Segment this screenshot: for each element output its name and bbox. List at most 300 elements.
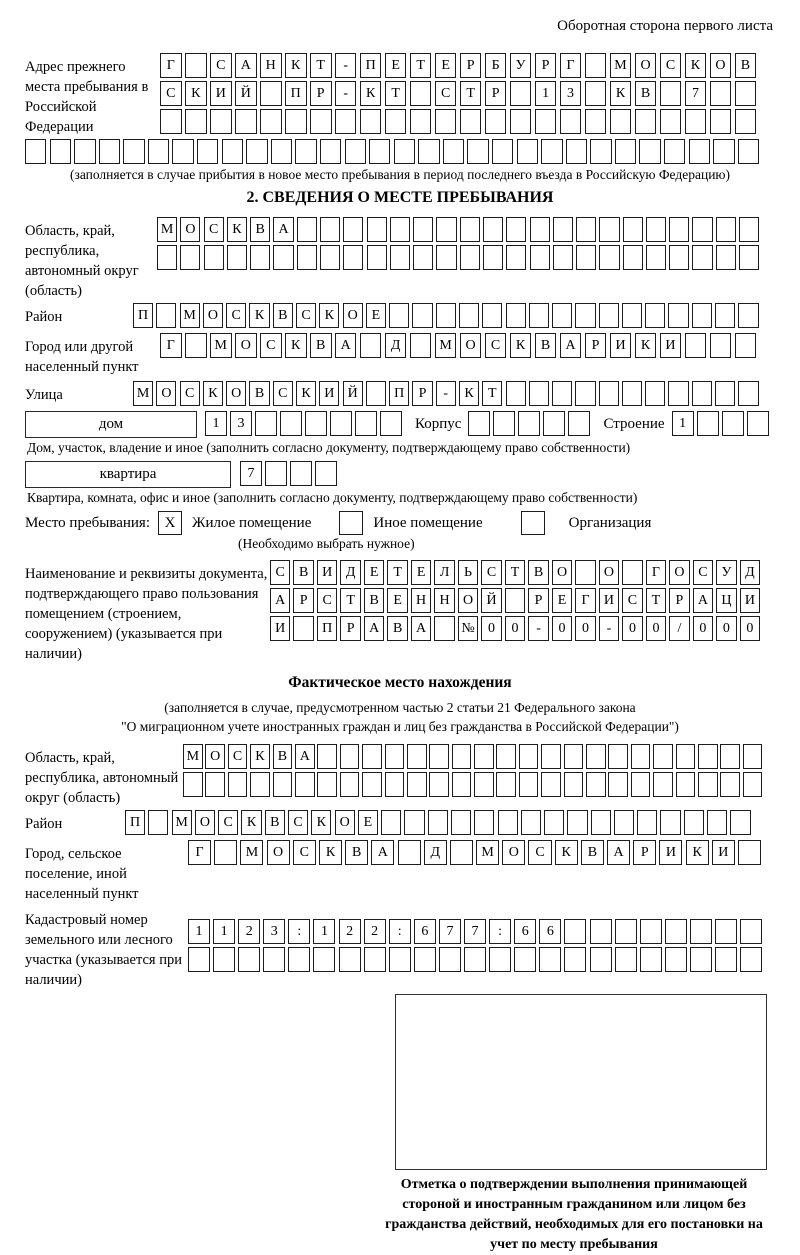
char-cell[interactable] (271, 139, 292, 164)
char-cell[interactable] (214, 840, 237, 865)
char-cell[interactable]: Д (424, 840, 447, 865)
char-cell[interactable] (180, 245, 200, 270)
char-cell[interactable] (715, 303, 735, 328)
char-cell[interactable] (496, 772, 516, 797)
apartment-type-box[interactable]: квартира (25, 461, 231, 488)
char-cell[interactable] (530, 217, 550, 242)
char-cell[interactable]: Р (669, 588, 689, 613)
char-cell[interactable] (335, 109, 357, 134)
char-cell[interactable]: 0 (740, 616, 760, 641)
char-cell[interactable]: 7 (464, 919, 486, 944)
char-cell[interactable] (185, 333, 207, 358)
char-cell[interactable] (380, 411, 402, 436)
char-cell[interactable]: С (288, 810, 308, 835)
char-cell[interactable] (204, 245, 224, 270)
char-cell[interactable] (716, 245, 736, 270)
char-cell[interactable]: Т (460, 81, 482, 106)
char-cell[interactable] (123, 139, 144, 164)
char-cell[interactable] (575, 381, 595, 406)
char-cell[interactable]: М (172, 810, 192, 835)
char-cell[interactable] (414, 947, 436, 972)
char-cell[interactable] (238, 947, 260, 972)
char-cell[interactable] (715, 381, 735, 406)
checkbox-residential[interactable]: X (158, 511, 182, 535)
char-cell[interactable] (210, 109, 232, 134)
char-cell[interactable] (339, 947, 361, 972)
char-cell[interactable]: 0 (552, 616, 572, 641)
char-cell[interactable] (738, 139, 759, 164)
char-cell[interactable]: Р (535, 53, 557, 78)
char-cell[interactable]: С (180, 381, 200, 406)
char-cell[interactable] (428, 810, 448, 835)
char-cell[interactable]: К (686, 840, 709, 865)
char-cell[interactable]: М (210, 333, 232, 358)
char-cell[interactable] (460, 245, 480, 270)
char-cell[interactable] (313, 947, 335, 972)
char-cell[interactable]: О (335, 810, 355, 835)
char-cell[interactable] (735, 333, 757, 358)
char-cell[interactable] (436, 217, 456, 242)
char-cell[interactable] (591, 810, 611, 835)
char-cell[interactable] (739, 217, 759, 242)
char-cell[interactable] (730, 810, 750, 835)
char-cell[interactable] (505, 588, 525, 613)
char-cell[interactable] (646, 245, 666, 270)
char-cell[interactable] (468, 411, 490, 436)
char-cell[interactable] (564, 744, 584, 769)
char-cell[interactable]: К (185, 81, 207, 106)
char-cell[interactable] (429, 772, 449, 797)
char-cell[interactable] (355, 411, 377, 436)
char-cell[interactable] (222, 139, 243, 164)
char-cell[interactable] (483, 245, 503, 270)
char-cell[interactable] (689, 139, 710, 164)
char-cell[interactable] (622, 560, 642, 585)
char-cell[interactable]: О (502, 840, 525, 865)
char-cell[interactable]: Г (575, 588, 595, 613)
char-cell[interactable]: 6 (514, 919, 536, 944)
char-cell[interactable] (340, 772, 360, 797)
char-cell[interactable]: 1 (188, 919, 210, 944)
char-cell[interactable] (496, 744, 516, 769)
char-cell[interactable] (364, 947, 386, 972)
char-cell[interactable]: В (735, 53, 757, 78)
char-cell[interactable] (517, 139, 538, 164)
char-cell[interactable]: М (476, 840, 499, 865)
char-cell[interactable] (235, 109, 257, 134)
char-cell[interactable] (622, 381, 642, 406)
char-cell[interactable]: К (319, 303, 339, 328)
char-cell[interactable] (668, 303, 688, 328)
char-cell[interactable] (735, 109, 757, 134)
char-cell[interactable] (669, 217, 689, 242)
char-cell[interactable]: О (203, 303, 223, 328)
char-cell[interactable]: : (288, 919, 310, 944)
char-cell[interactable]: О (552, 560, 572, 585)
char-cell[interactable] (250, 772, 270, 797)
char-cell[interactable] (539, 947, 561, 972)
char-cell[interactable]: Ц (716, 588, 736, 613)
char-cell[interactable]: С (435, 81, 457, 106)
char-cell[interactable]: И (599, 588, 619, 613)
char-cell[interactable] (483, 217, 503, 242)
char-cell[interactable]: Р (412, 381, 432, 406)
char-cell[interactable] (310, 109, 332, 134)
char-cell[interactable] (413, 245, 433, 270)
char-cell[interactable]: И (270, 616, 290, 641)
char-cell[interactable]: С (296, 303, 316, 328)
char-cell[interactable] (429, 744, 449, 769)
char-cell[interactable] (340, 744, 360, 769)
char-cell[interactable]: А (335, 333, 357, 358)
char-cell[interactable] (295, 139, 316, 164)
char-cell[interactable] (435, 109, 457, 134)
char-cell[interactable] (185, 109, 207, 134)
char-cell[interactable] (740, 919, 762, 944)
char-cell[interactable] (541, 139, 562, 164)
char-cell[interactable]: 0 (693, 616, 713, 641)
char-cell[interactable] (564, 947, 586, 972)
char-cell[interactable]: Т (410, 53, 432, 78)
char-cell[interactable]: Д (740, 560, 760, 585)
char-cell[interactable] (160, 109, 182, 134)
char-cell[interactable] (156, 303, 176, 328)
char-cell[interactable]: А (411, 616, 431, 641)
char-cell[interactable]: С (204, 217, 224, 242)
char-cell[interactable] (599, 217, 619, 242)
char-cell[interactable] (443, 139, 464, 164)
char-cell[interactable] (576, 217, 596, 242)
char-cell[interactable]: : (389, 919, 411, 944)
char-cell[interactable]: К (685, 53, 707, 78)
char-cell[interactable]: И (317, 560, 337, 585)
char-cell[interactable] (631, 772, 651, 797)
char-cell[interactable] (489, 947, 511, 972)
char-cell[interactable] (653, 772, 673, 797)
char-cell[interactable]: И (319, 381, 339, 406)
char-cell[interactable] (692, 217, 712, 242)
char-cell[interactable]: С (228, 744, 248, 769)
char-cell[interactable] (413, 217, 433, 242)
char-cell[interactable] (740, 947, 762, 972)
char-cell[interactable] (521, 810, 541, 835)
char-cell[interactable] (747, 411, 769, 436)
char-cell[interactable] (360, 333, 382, 358)
char-cell[interactable]: П (285, 81, 307, 106)
char-cell[interactable] (459, 303, 479, 328)
char-cell[interactable] (529, 381, 549, 406)
char-cell[interactable]: Г (160, 333, 182, 358)
char-cell[interactable]: Г (560, 53, 582, 78)
char-cell[interactable] (317, 772, 337, 797)
char-cell[interactable] (273, 245, 293, 270)
char-cell[interactable]: Р (460, 53, 482, 78)
char-cell[interactable]: 1 (672, 411, 694, 436)
char-cell[interactable]: 1 (313, 919, 335, 944)
char-cell[interactable] (148, 139, 169, 164)
char-cell[interactable]: С (260, 333, 282, 358)
char-cell[interactable]: К (241, 810, 261, 835)
char-cell[interactable]: 0 (646, 616, 666, 641)
char-cell[interactable] (639, 139, 660, 164)
char-cell[interactable]: К (296, 381, 316, 406)
char-cell[interactable]: 3 (230, 411, 252, 436)
char-cell[interactable]: 0 (716, 616, 736, 641)
char-cell[interactable]: С (481, 560, 501, 585)
char-cell[interactable]: В (273, 303, 293, 328)
char-cell[interactable] (418, 139, 439, 164)
char-cell[interactable] (213, 947, 235, 972)
char-cell[interactable]: - (528, 616, 548, 641)
checkbox-other-premises[interactable] (339, 511, 363, 535)
char-cell[interactable]: В (535, 333, 557, 358)
char-cell[interactable] (343, 245, 363, 270)
char-cell[interactable] (720, 744, 740, 769)
char-cell[interactable] (315, 461, 337, 486)
char-cell[interactable]: В (387, 616, 407, 641)
char-cell[interactable]: 7 (439, 919, 461, 944)
char-cell[interactable]: П (125, 810, 145, 835)
char-cell[interactable]: 2 (339, 919, 361, 944)
char-cell[interactable] (288, 947, 310, 972)
char-cell[interactable] (586, 772, 606, 797)
char-cell[interactable] (676, 744, 696, 769)
char-cell[interactable]: Е (387, 588, 407, 613)
char-cell[interactable] (519, 744, 539, 769)
char-cell[interactable] (739, 245, 759, 270)
char-cell[interactable]: Т (340, 588, 360, 613)
char-cell[interactable] (585, 53, 607, 78)
char-cell[interactable]: Р (485, 81, 507, 106)
char-cell[interactable] (518, 411, 540, 436)
char-cell[interactable]: О (460, 333, 482, 358)
char-cell[interactable]: О (599, 560, 619, 585)
char-cell[interactable] (205, 772, 225, 797)
char-cell[interactable] (535, 109, 557, 134)
char-cell[interactable] (692, 381, 712, 406)
char-cell[interactable] (553, 217, 573, 242)
char-cell[interactable] (74, 139, 95, 164)
char-cell[interactable]: В (310, 333, 332, 358)
char-cell[interactable]: К (510, 333, 532, 358)
char-cell[interactable]: О (635, 53, 657, 78)
char-cell[interactable]: 0 (481, 616, 501, 641)
char-cell[interactable] (514, 947, 536, 972)
char-cell[interactable]: Е (358, 810, 378, 835)
char-cell[interactable] (172, 139, 193, 164)
char-cell[interactable] (567, 810, 587, 835)
char-cell[interactable] (394, 139, 415, 164)
char-cell[interactable]: П (360, 53, 382, 78)
char-cell[interactable] (407, 772, 427, 797)
char-cell[interactable]: 2 (364, 919, 386, 944)
char-cell[interactable] (543, 411, 565, 436)
char-cell[interactable]: А (235, 53, 257, 78)
char-cell[interactable] (722, 411, 744, 436)
char-cell[interactable] (653, 744, 673, 769)
char-cell[interactable] (345, 139, 366, 164)
char-cell[interactable] (585, 109, 607, 134)
char-cell[interactable]: 1 (205, 411, 227, 436)
char-cell[interactable]: - (599, 616, 619, 641)
char-cell[interactable] (716, 217, 736, 242)
char-cell[interactable]: Й (235, 81, 257, 106)
char-cell[interactable] (506, 381, 526, 406)
char-cell[interactable] (398, 840, 421, 865)
char-cell[interactable] (541, 744, 561, 769)
char-cell[interactable]: В (364, 588, 384, 613)
char-cell[interactable] (590, 919, 612, 944)
char-cell[interactable] (660, 810, 680, 835)
char-cell[interactable] (474, 744, 494, 769)
char-cell[interactable] (183, 772, 203, 797)
char-cell[interactable]: Й (481, 588, 501, 613)
char-cell[interactable] (410, 81, 432, 106)
char-cell[interactable]: 3 (263, 919, 285, 944)
char-cell[interactable] (668, 381, 688, 406)
char-cell[interactable] (519, 772, 539, 797)
char-cell[interactable] (343, 217, 363, 242)
char-cell[interactable] (157, 245, 177, 270)
char-cell[interactable] (148, 810, 168, 835)
char-cell[interactable]: К (635, 333, 657, 358)
char-cell[interactable] (552, 381, 572, 406)
char-cell[interactable]: - (335, 81, 357, 106)
char-cell[interactable] (623, 217, 643, 242)
char-cell[interactable]: Й (343, 381, 363, 406)
char-cell[interactable] (713, 139, 734, 164)
char-cell[interactable] (735, 81, 757, 106)
char-cell[interactable] (369, 139, 390, 164)
char-cell[interactable]: П (317, 616, 337, 641)
char-cell[interactable] (564, 919, 586, 944)
char-cell[interactable]: С (210, 53, 232, 78)
char-cell[interactable]: П (389, 381, 409, 406)
char-cell[interactable]: И (740, 588, 760, 613)
char-cell[interactable]: В (581, 840, 604, 865)
char-cell[interactable] (640, 947, 662, 972)
char-cell[interactable]: А (371, 840, 394, 865)
char-cell[interactable] (560, 109, 582, 134)
char-cell[interactable] (506, 303, 526, 328)
char-cell[interactable]: С (160, 81, 182, 106)
char-cell[interactable]: А (560, 333, 582, 358)
char-cell[interactable] (615, 139, 636, 164)
char-cell[interactable] (710, 81, 732, 106)
char-cell[interactable] (434, 616, 454, 641)
char-cell[interactable]: О (343, 303, 363, 328)
char-cell[interactable] (698, 744, 718, 769)
char-cell[interactable] (575, 303, 595, 328)
char-cell[interactable]: С (270, 560, 290, 585)
char-cell[interactable] (660, 81, 682, 106)
char-cell[interactable]: А (607, 840, 630, 865)
char-cell[interactable] (474, 772, 494, 797)
char-cell[interactable]: Т (310, 53, 332, 78)
char-cell[interactable] (698, 772, 718, 797)
char-cell[interactable] (660, 109, 682, 134)
char-cell[interactable] (576, 245, 596, 270)
char-cell[interactable] (645, 381, 665, 406)
char-cell[interactable] (285, 109, 307, 134)
char-cell[interactable]: М (133, 381, 153, 406)
char-cell[interactable]: К (285, 53, 307, 78)
char-cell[interactable] (610, 109, 632, 134)
char-cell[interactable]: 7 (240, 461, 262, 486)
char-cell[interactable] (320, 139, 341, 164)
char-cell[interactable]: М (240, 840, 263, 865)
char-cell[interactable]: О (267, 840, 290, 865)
char-cell[interactable]: 6 (414, 919, 436, 944)
char-cell[interactable] (544, 810, 564, 835)
char-cell[interactable] (492, 139, 513, 164)
char-cell[interactable] (273, 772, 293, 797)
char-cell[interactable] (553, 245, 573, 270)
char-cell[interactable]: - (436, 381, 456, 406)
char-cell[interactable]: О (195, 810, 215, 835)
char-cell[interactable] (439, 947, 461, 972)
char-cell[interactable] (685, 333, 707, 358)
char-cell[interactable]: Е (411, 560, 431, 585)
char-cell[interactable] (710, 109, 732, 134)
char-cell[interactable] (669, 245, 689, 270)
char-cell[interactable]: К (319, 840, 342, 865)
char-cell[interactable] (615, 919, 637, 944)
char-cell[interactable]: У (716, 560, 736, 585)
char-cell[interactable]: М (183, 744, 203, 769)
char-cell[interactable]: С (293, 840, 316, 865)
char-cell[interactable]: С (622, 588, 642, 613)
char-cell[interactable] (697, 411, 719, 436)
char-cell[interactable] (436, 303, 456, 328)
char-cell[interactable]: Г (188, 840, 211, 865)
char-cell[interactable]: / (669, 616, 689, 641)
char-cell[interactable] (330, 411, 352, 436)
char-cell[interactable] (407, 744, 427, 769)
char-cell[interactable] (738, 381, 758, 406)
char-cell[interactable]: Д (340, 560, 360, 585)
char-cell[interactable] (260, 81, 282, 106)
char-cell[interactable] (586, 744, 606, 769)
char-cell[interactable] (608, 744, 628, 769)
char-cell[interactable] (738, 303, 758, 328)
char-cell[interactable] (404, 810, 424, 835)
char-cell[interactable]: Б (485, 53, 507, 78)
char-cell[interactable]: И (610, 333, 632, 358)
char-cell[interactable] (385, 109, 407, 134)
char-cell[interactable]: В (249, 381, 269, 406)
char-cell[interactable] (381, 810, 401, 835)
char-cell[interactable]: И (712, 840, 735, 865)
char-cell[interactable]: А (693, 588, 713, 613)
char-cell[interactable]: 6 (539, 919, 561, 944)
char-cell[interactable]: В (265, 810, 285, 835)
char-cell[interactable]: № (458, 616, 478, 641)
char-cell[interactable]: А (273, 217, 293, 242)
char-cell[interactable]: С (273, 381, 293, 406)
char-cell[interactable] (599, 303, 619, 328)
char-cell[interactable] (360, 109, 382, 134)
char-cell[interactable]: Е (435, 53, 457, 78)
char-cell[interactable] (715, 947, 737, 972)
char-cell[interactable] (452, 772, 472, 797)
char-cell[interactable]: 0 (622, 616, 642, 641)
char-cell[interactable] (389, 303, 409, 328)
char-cell[interactable] (692, 303, 712, 328)
char-cell[interactable] (635, 109, 657, 134)
char-cell[interactable] (197, 139, 218, 164)
char-cell[interactable]: 7 (685, 81, 707, 106)
